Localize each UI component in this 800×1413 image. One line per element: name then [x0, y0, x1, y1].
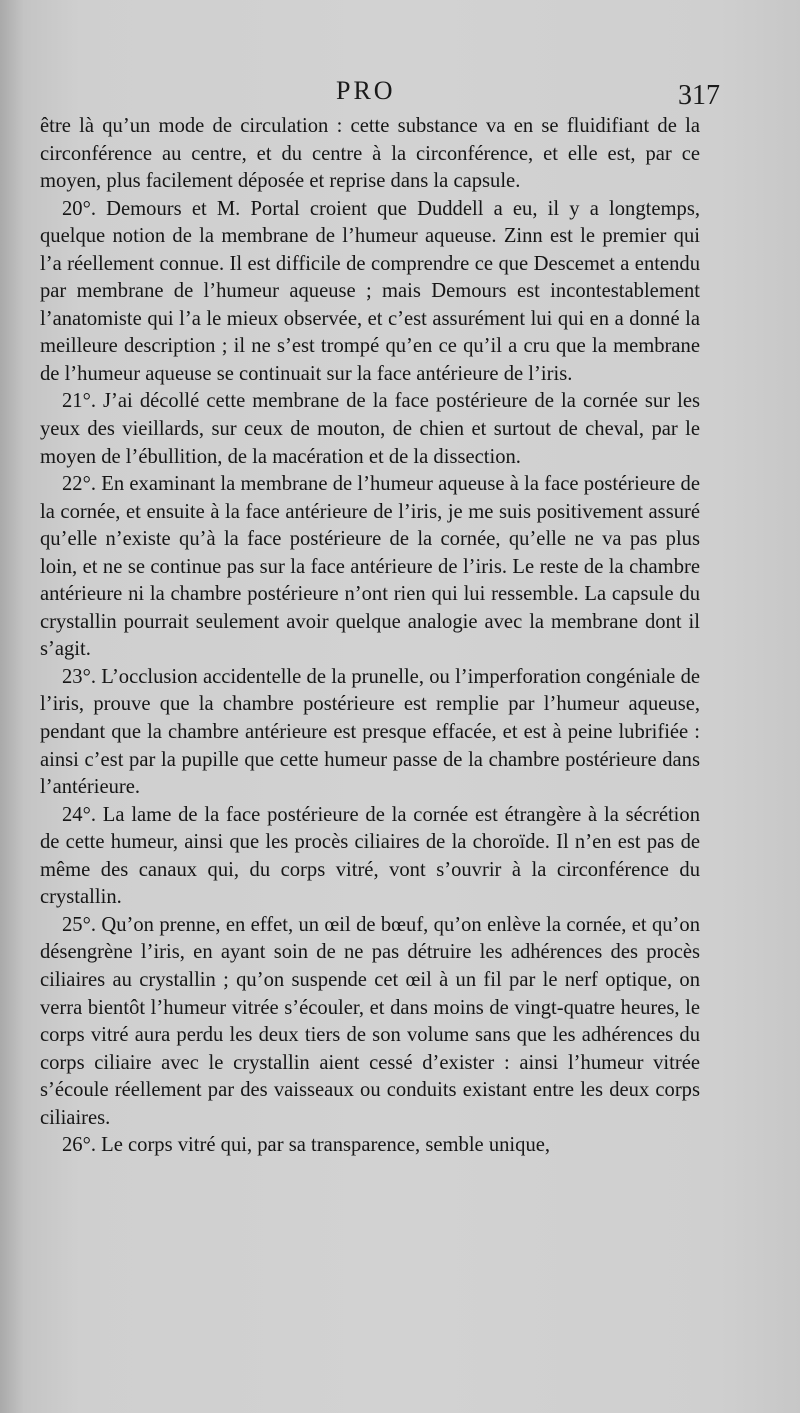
page-number: 317	[678, 80, 720, 111]
paragraph-text: En examinant la membrane de l’humeur aqueuse à la face postérieure de la cornée, et ensuite à la face antérieure de l’iris, je me suis positivement assuré qu’elle n’existe qu’à la face postérieure de la cornée, qu’elle ne va pas plus loin, et ne se continue pas sur la face antérieure de l’iris. Le reste de la chambre antérieure ni la chambre postérieure n’ont rien qui lui ressemble. La capsule du crystallin pourrait seulement avoir quelque analogie avec la membrane dont il s’agit.	[40, 473, 700, 661]
paragraph-text: être là qu’un mode de circulation : cette substance va en se fluidifiant de la circonférence au centre, et du centre à la circonférence, et elle est, par ce moyen, plus facilement déposée et reprise dans la capsule.	[40, 115, 700, 193]
page-header	[40, 76, 720, 114]
paragraph-number: 25°.	[62, 913, 96, 936]
paragraph-number: 21°.	[62, 390, 96, 413]
paragraph-20	[40, 196, 700, 389]
body-text	[40, 113, 700, 1160]
paragraph-24	[40, 802, 700, 912]
paragraph-text: Qu’on prenne, en effet, un œil de bœuf, qu’on enlève la cornée, et qu’on désengrène l’iris, en ayant soin de ne pas détruire les adhérences des procès ciliaires au crystallin ; qu’on suspende cet œil à un fil par le nerf optique, on verra bientôt l’humeur vitrée s’écouler, et dans moins de vingt-quatre heures, le corps vitré aura perdu les deux tiers de son volume sans que les adhérences du corps ciliaire avec le crystallin aient cessé d’exister : ainsi l’humeur vitrée s’écoule réellement par des vaisseaux ou conduits existant entre les deux corps ciliaires.	[40, 913, 700, 1129]
paragraph-26	[40, 1132, 700, 1160]
paragraph-text: La lame de la face postérieure de la cornée est étrangère à la sécrétion de cette humeur, ainsi que les procès ciliaires de la choroïde. Il n’en est pas de même des canaux qui, du corps vitré, vont s’ouvrir à la circonférence du crystallin.	[40, 803, 700, 909]
paragraph-21	[40, 388, 700, 471]
paragraph-25	[40, 912, 700, 1132]
paragraph-text: Demours et M. Portal croient que Duddell a eu, il y a longtemps, quelque notion de la membrane de l’humeur aqueuse. Zinn est le premier qui l’a réellement connue. Il est difficile de comprendre ce que Descemet a entendu par membrane de l’humeur aqueuse ; mais Demours est incontestablement l’anatomiste qui l’a le mieux observée, et c’est assurément lui qui en a donné la meilleure description ; il ne s’est trompé qu’en ce qu’il a cru que la membrane de l’humeur aqueuse se continuait sur la face antérieure de l’iris.	[40, 197, 700, 385]
paragraph-text: Le corps vitré qui, par sa transparence, semble unique,	[101, 1134, 551, 1157]
paragraph-number: 23°.	[62, 665, 96, 688]
paragraph-number: 26°.	[62, 1134, 96, 1157]
paragraph-number: 24°.	[62, 803, 96, 826]
paragraph-continued	[40, 113, 700, 196]
paragraph-text: L’occlusion accidentelle de la prunelle, ou l’imperforation congéniale de l’iris, prouve que la chambre postérieure est remplie par l’humeur aqueuse, pendant que la chambre antérieure est presque effacée, et est à peine lubrifiée : ainsi c’est par la pupille que cette humeur passe de la chambre postérieure dans l’antérieure.	[40, 665, 701, 799]
paragraph-23	[40, 664, 700, 802]
paragraph-number: 20°.	[62, 197, 96, 220]
running-head: PRO	[336, 76, 396, 105]
paragraph-number: 22°.	[62, 473, 96, 496]
paragraph-text: J’ai décollé cette membrane de la face postérieure de la cornée sur les yeux des vieillards, sur ceux de mouton, de chien et surtout de cheval, par le moyen de l’ébullition, de la macération et de la dissection.	[40, 390, 700, 468]
paragraph-22	[40, 471, 700, 664]
